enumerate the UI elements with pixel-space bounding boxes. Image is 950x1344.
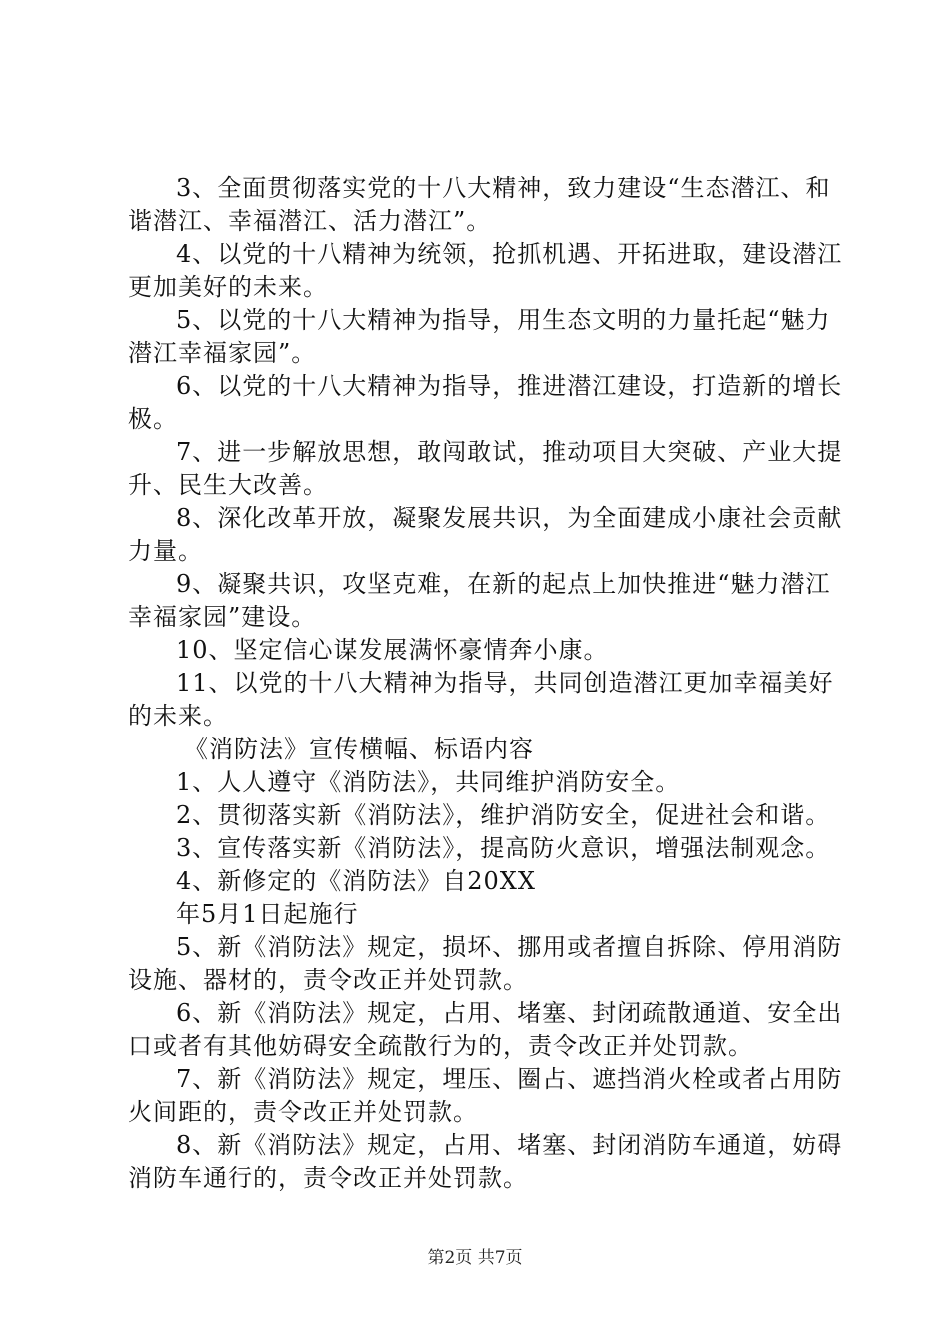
paragraph-11: 11、以党的十八大精神为指导，共同创造潜江更加幸福美好的未来。 xyxy=(128,669,834,730)
paragraph-8: 8、深化改革开放，凝聚发展共识，为全面建成小康社会贡献力量。 xyxy=(128,504,843,565)
paragraph-3: 3、全面贯彻落实党的十八大精神，致力建设“生态潜江、和谐潜江、幸福潜江、活力潜江”。 xyxy=(128,174,831,235)
paragraph-10: 10、坚定信心谋发展满怀豪情奔小康。 xyxy=(176,636,609,664)
fire-item-6: 6、新《消防法》规定，占用、堵塞、封闭疏散通道、安全出口或者有其他妨碍安全疏散行为的，责令改正并处罚款。 xyxy=(128,999,843,1060)
section-heading: 《消防法》宣传横幅、标语内容 xyxy=(184,735,534,763)
paragraph-9: 9、凝聚共识，攻坚克难，在新的起点上加快推进“魅力潜江幸福家园”建设。 xyxy=(128,570,831,631)
fire-item-3: 3、宣传落实新《消防法》，提高防火意识，增强法制观念。 xyxy=(176,834,831,862)
page-footer: 第2页 共7页 xyxy=(427,1248,523,1268)
fire-item-4-line-1: 4、新修定的《消防法》自20XX xyxy=(176,867,536,895)
paragraph-7: 7、进一步解放思想，敢闯敢试，推动项目大突破、产业大提升、民生大改善。 xyxy=(128,438,843,499)
fire-item-7: 7、新《消防法》规定，埋压、圈占、遮挡消火栓或者占用防火间距的，责令改正并处罚款。 xyxy=(128,1065,843,1126)
fire-item-5: 5、新《消防法》规定，损坏、挪用或者擅自拆除、停用消防设施、器材的，责令改正并处罚款。 xyxy=(128,933,843,994)
fire-item-1: 1、人人遵守《消防法》，共同维护消防安全。 xyxy=(176,768,681,796)
fire-item-4-line-2: 年5月1日起施行 xyxy=(176,900,359,928)
fire-item-8: 8、新《消防法》规定，占用、堵塞、封闭消防车通道，妨碍消防车通行的，责令改正并处罚款。 xyxy=(128,1131,843,1192)
paragraph-6: 6、以党的十八大精神为指导，推进潜江建设，打造新的增长极。 xyxy=(128,372,843,433)
paragraph-4: 4、以党的十八精神为统领，抢抓机遇、开拓进取，建设潜江更加美好的未来。 xyxy=(128,240,843,301)
document-body xyxy=(128,172,848,1195)
paragraph-5: 5、以党的十八大精神为指导，用生态文明的力量托起“魅力潜江幸福家园”。 xyxy=(128,306,831,367)
fire-item-2: 2、贯彻落实新《消防法》，维护消防安全，促进社会和谐。 xyxy=(176,801,831,829)
